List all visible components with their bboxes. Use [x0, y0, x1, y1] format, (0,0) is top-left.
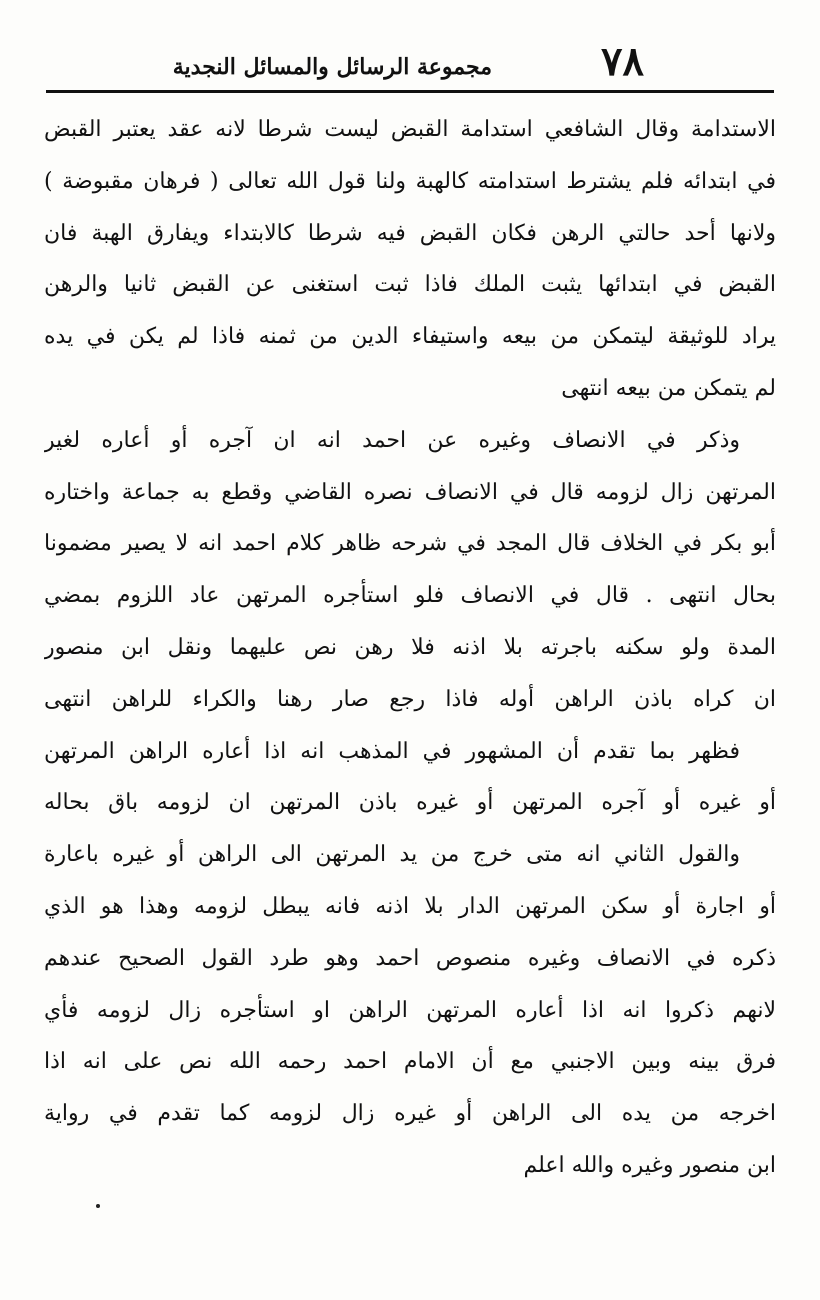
body-text: [44, 104, 776, 1192]
text-line-12: ان كراه باذن الراهن أوله فاذا رجع صار رهنا والكراء للراهن انتهى: [44, 686, 776, 712]
text-line-3: ولانها أحد حالتي الرهن فكان القبض فيه شرطا كالابتداء ويفارق الهبة فان: [44, 220, 776, 246]
text-line-11: المدة ولو سكنه باجرته بلا اذنه فلا رهن نص عليهما ونقل ابن منصور: [44, 634, 776, 660]
text-line-10: بحال انتهى . قال في الانصاف فلو استأجره المرتهن عاد اللزوم بمضي: [44, 583, 776, 609]
text-line-18: لانهم ذكروا انه اذا أعاره المرتهن الراهن او استأجره زال لزومه فأي: [44, 997, 776, 1023]
text-line-4: القبض في ابتدائها يثبت الملك فاذا ثبت استغنى عن القبض ثانيا والرهن: [44, 272, 776, 298]
text-line-15: والقول الثاني انه متى خرج من يد المرتهن الى الراهن أو غيره باعارة: [44, 842, 740, 868]
text-line-8: المرتهن زال لزومه قال في الانصاف نصره القاضي وقطع به جماعة واختاره: [44, 479, 776, 505]
text-line-16: أو اجارة أو سكن المرتهن الدار بلا اذنه فانه يبطل لزومه وهذا هو الذي: [44, 893, 776, 919]
header-rule: [46, 90, 774, 93]
page-header: [46, 40, 774, 86]
text-line-6: لم يتمكن من بيعه انتهى: [561, 375, 776, 401]
text-line-5: يراد للوثيقة ليتمكن من بيعه واستيفاء الدين من ثمنه فاذا لم يكن في يده: [44, 324, 776, 350]
ink-speck: [96, 1204, 100, 1208]
text-line-2: في ابتدائه فلم يشترط استدامته كالهبة ولنا قول الله تعالى ( فرهان مقبوضة ): [44, 168, 776, 194]
text-line-13: فظهر بما تقدم أن المشهور في المذهب انه اذا أعاره الراهن المرتهن: [44, 738, 740, 764]
text-line-21: ابن منصور وغيره والله اعلم: [523, 1152, 776, 1178]
text-line-9: أبو بكر في الخلاف قال المجد في شرحه ظاهر كلام احمد انه لا يصير مضمونا: [44, 531, 776, 557]
running-title: مجموعة الرسائل والمسائل النجدية: [172, 54, 492, 80]
text-line-7: وذكر في الانصاف وغيره عن احمد انه ان آجره أو أعاره لغير: [44, 427, 740, 453]
text-line-20: اخرجه من يده الى الراهن أو غيره زال لزومه كما تقدم في رواية: [44, 1101, 776, 1127]
text-line-1: الاستدامة وقال الشافعي استدامة القبض ليست شرطا لانه عقد يعتبر القبض: [44, 117, 776, 142]
text-line-17: ذكره في الانصاف وغيره منصوص احمد وهو طرد القول الصحيح عندهم: [44, 945, 776, 971]
page-number: ٧٨: [601, 38, 644, 85]
text-line-19: فرق بينه وبين الاجنبي مع أن الامام احمد رحمه الله نص على انه اذا: [44, 1049, 776, 1075]
text-line-14: أو غيره أو آجره المرتهن أو غيره باذن المرتهن ان لزومه باق بحاله: [44, 790, 776, 816]
